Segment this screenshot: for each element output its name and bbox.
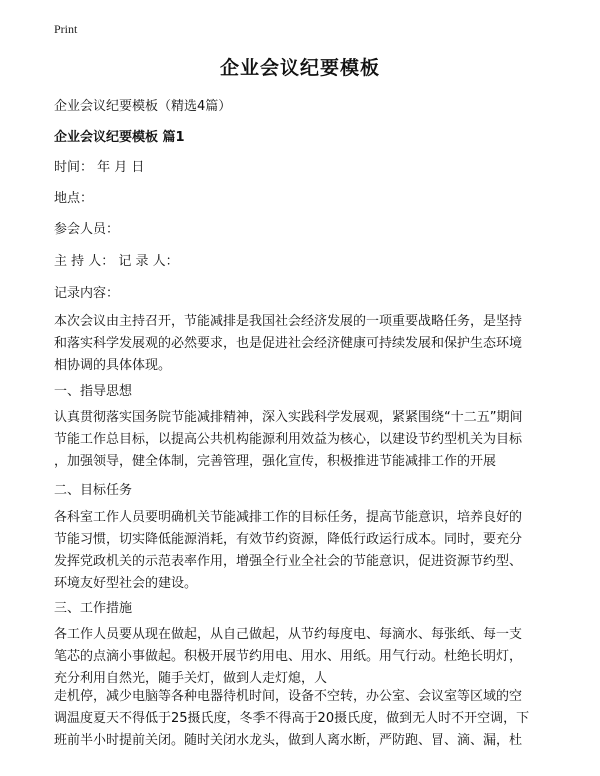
host-recorder-field: 主 持 人： 记 录 人： xyxy=(54,254,179,269)
paragraph-line: 笔芯的点滴小事做起。积极开展节约用电、用水、用纸。用气行动。杜绝长明灯， xyxy=(54,649,523,664)
paragraph-line: 各科室工作人员要明确机关节能减排工作的目标任务，提高节能意识，培养良好的 xyxy=(54,510,523,525)
paragraph-line: 充分利用自然光，随手关灯，做到人走灯熄，人 xyxy=(54,671,328,686)
paragraph-goals-tasks xyxy=(54,507,548,595)
paragraph-line: 各工作人员要从现在做起，从自己做起，从节约每度电、每滴水、每张纸、每一支 xyxy=(54,627,523,642)
paragraph-guiding-ideology xyxy=(54,407,548,473)
paragraph-line: 班前半小时提前关闭。随时关闭水龙头，做到人离水断，严防跑、冒、滴、漏，杜 xyxy=(54,733,523,748)
paragraph-line: 相协调的具体体现。 xyxy=(54,358,172,373)
paragraph-work-measures-continued xyxy=(54,686,548,752)
intro-paragraph xyxy=(54,311,548,377)
document-title: 企业会议纪要模板 xyxy=(219,57,380,79)
paragraph-line: 认真贯彻落实国务院节能减排精神，深入实践科学发展观，紧紧围绕“十二五”期间 xyxy=(54,410,523,425)
paragraph-line: 节能习惯，切实降低能源消耗，有效节约资源，降低行政运行成本。同时，要充分 xyxy=(54,532,523,547)
paragraph-line: 走机停，减少电脑等各种电器待机时间，设备不空转，办公室、会议室等区域的空 xyxy=(54,689,523,704)
heading-goals-tasks: 二、目标任务 xyxy=(54,483,133,498)
paragraph-line: ，加强领导，健全体制，完善管理，强化宣传，积极推进节能减排工作的开展 xyxy=(54,454,497,469)
paragraph-line: 和落实科学发展观的必然要求，也是促进社会经济健康可持续发展和保护生态环境 xyxy=(54,336,523,351)
attendees-field: 参会人员： xyxy=(54,222,120,237)
heading-work-measures: 三、工作措施 xyxy=(54,601,133,616)
paragraph-line: 发挥党政机关的示范表率作用，增强全行业全社会的节能意识，促进资源节约型、 xyxy=(54,554,523,569)
time-field: 时间： 年 月 日 xyxy=(54,160,145,175)
document-subtitle: 企业会议纪要模板（精选4篇） xyxy=(54,99,232,114)
paragraph-line: 节能工作总目标，以提高公共机构能源利用效益为核心，以建设节约型机关为目标 xyxy=(54,432,523,447)
paragraph-line: 本次会议由主持召开，节能减排是我国社会经济发展的一项重要战略任务，是坚持 xyxy=(54,314,523,329)
paragraph-line: 环境友好型社会的建设。 xyxy=(54,576,198,591)
content-label: 记录内容： xyxy=(54,286,120,301)
heading-guiding-ideology: 一、指导思想 xyxy=(54,384,133,399)
paragraph-line: 调温度夏天不得低于25摄氏度，冬季不得高于20摄氏度，做到无人时不开空调，下 xyxy=(54,711,530,726)
place-field: 地点： xyxy=(54,191,94,206)
section-title: 企业会议纪要模板 篇1 xyxy=(54,130,185,145)
paragraph-work-measures xyxy=(54,624,548,690)
print-label: Print xyxy=(54,22,78,36)
